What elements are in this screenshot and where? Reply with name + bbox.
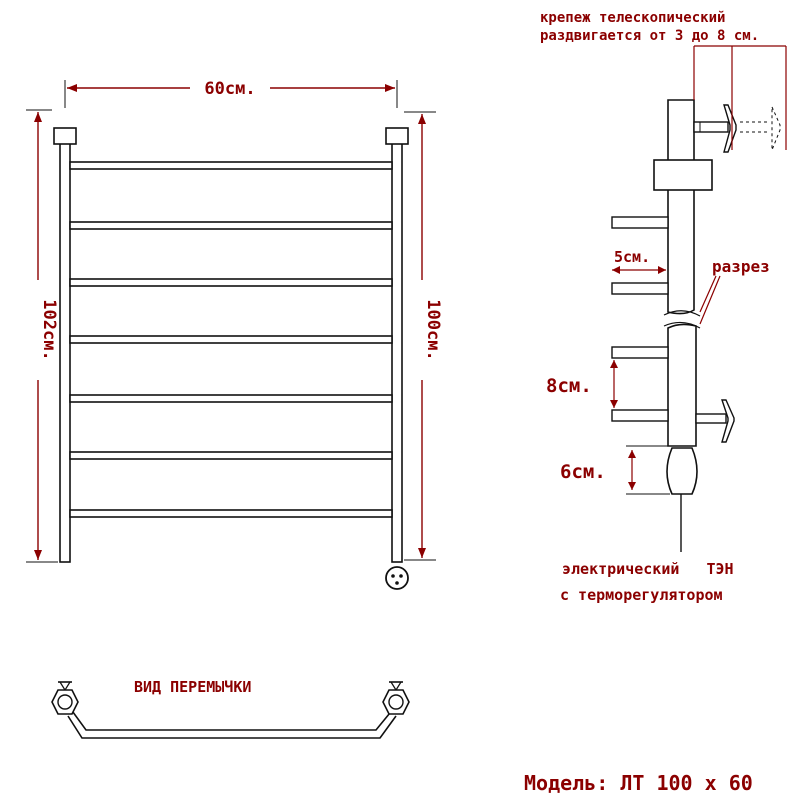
rungs <box>70 162 392 517</box>
spacing-label: 8см. <box>546 375 592 397</box>
bridge-view <box>52 678 409 738</box>
heater-label-line1: электрический ТЭН <box>562 560 734 578</box>
heater-height-dimension <box>560 446 670 494</box>
height-axis-dimension <box>404 112 443 560</box>
side-view <box>540 10 786 604</box>
section-label: разрез <box>712 257 770 276</box>
side-riser-upper <box>668 100 694 314</box>
right-top-bracket <box>386 128 408 144</box>
height-total-label: 102см. <box>39 299 59 361</box>
heating-element-icon <box>667 448 697 552</box>
section-callout <box>700 257 770 324</box>
heater-height-label: 6см. <box>560 461 606 483</box>
rung <box>70 279 392 286</box>
rung <box>70 395 392 402</box>
left-nut-icon <box>52 682 78 714</box>
bridge-view-label: ВИД ПЕРЕМЫЧКИ <box>134 678 252 696</box>
width-dimension <box>65 79 397 108</box>
heater-label-line2: с терморегулятором <box>560 586 723 604</box>
telescopic-label-line2: раздвигается от 3 до 8 см. <box>540 28 760 44</box>
telescopic-label-line1: крепеж телескопический <box>540 10 726 26</box>
left-riser <box>60 130 70 562</box>
rung <box>70 452 392 459</box>
model-label: Модель: ЛТ 100 x 60 <box>524 771 753 795</box>
left-top-bracket <box>54 128 76 144</box>
depth-dimension <box>612 248 666 274</box>
right-nut-icon <box>383 682 409 714</box>
front-view <box>26 79 443 589</box>
rung <box>70 162 392 169</box>
right-riser <box>392 130 402 562</box>
side-bracket-block <box>654 160 712 190</box>
spacing-dimension <box>546 360 618 408</box>
height-axis-label: 100см. <box>423 299 443 361</box>
side-rung-stub <box>612 410 668 421</box>
rung <box>70 336 392 343</box>
side-rung-stub <box>612 217 668 228</box>
side-rung-stub <box>612 347 668 358</box>
side-riser-lower <box>668 324 696 446</box>
width-label: 60см. <box>204 79 256 99</box>
rung <box>70 222 392 229</box>
side-rung-stub <box>612 283 668 294</box>
top-wall-mount-icon <box>694 105 780 152</box>
rung <box>70 510 392 517</box>
bottom-wall-mount-icon <box>696 400 734 442</box>
height-total-dimension <box>26 110 59 562</box>
bridge-bar <box>70 708 394 730</box>
heater-knob-icon <box>386 567 408 589</box>
depth-label: 5см. <box>614 248 651 266</box>
